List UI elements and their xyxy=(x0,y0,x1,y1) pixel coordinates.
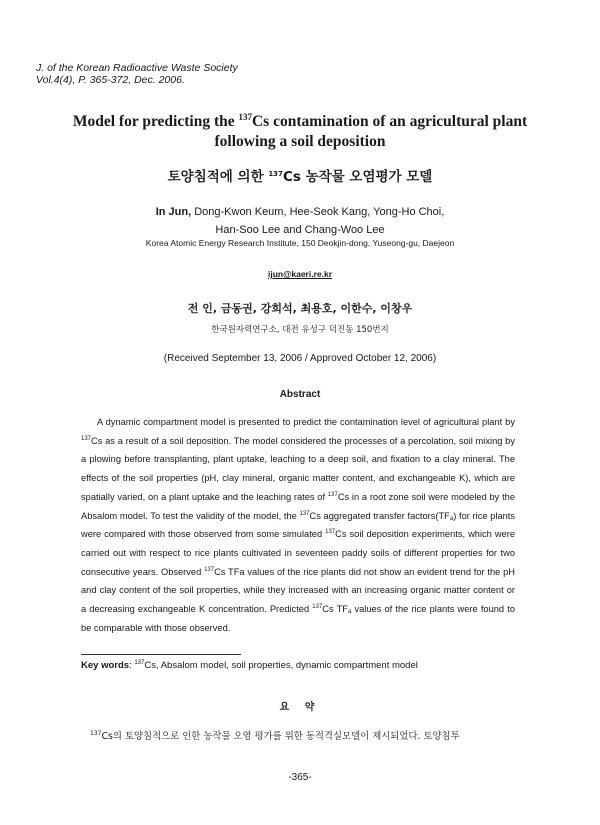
title-line2: following a soil deposition xyxy=(214,133,386,150)
co-authors-line2: Han-Soo Lee and Chang-Woo Lee xyxy=(215,224,385,236)
keywords-label: Key words xyxy=(81,660,130,671)
isotope-superscript: 137 xyxy=(90,730,102,737)
abstract-text: ) for rice plants were compared with those observed from some simulated xyxy=(81,510,516,540)
abstract-body xyxy=(81,413,515,637)
korean-title-suffix: Cs 농작물 오염평가 모델 xyxy=(282,169,433,185)
abstract-text: Cs aggregated transfer factors(TF xyxy=(309,510,450,521)
affiliation: Korea Atomic Energy Research Institute, 150 Deokjin-dong, Yuseong-gu, Daejeon xyxy=(145,238,455,248)
lead-author: In Jun, xyxy=(155,206,192,218)
abstract-text: Cs TFa values of the rice plants did not show an evident trend for the pH and clay content of the soil properties, while they increased with an increasing organic matter content or a decreasing exchangeable K concentration. Predicted xyxy=(81,566,516,615)
footnote-rule xyxy=(81,654,241,655)
korean-title-prefix: 토양침적에 의한 xyxy=(167,169,269,185)
korean-title xyxy=(60,165,540,185)
abstract-text: Cs soil deposition experiments, which were carried out with respect to rice plants cultivated in seventeen paddy soils of different properties for two consecutive years. Observed xyxy=(81,529,515,577)
abstract-text: Cs in a root zone soil were modeled by the Absalom model. To test the validity of the model, the xyxy=(81,491,515,521)
page-number: -365- xyxy=(288,772,312,783)
korean-affiliation: 한국원자력연구소, 대전 유성구 덕진동 150번지 xyxy=(211,325,389,335)
isotope-superscript: 137 xyxy=(325,529,336,536)
isotope-superscript: 137 xyxy=(299,510,310,517)
isotope-superscript: 137 xyxy=(134,660,145,666)
isotope-superscript: 137 xyxy=(312,604,323,611)
abstract-text: A dynamic compartment model is presented to predict the contamination level of agricultural plant by xyxy=(97,417,515,427)
email-link[interactable]: ijun@kaeri.re.kr xyxy=(267,269,333,279)
abstract-text: Cs as a result of a soil deposition. The model considered the processes of a percolation, soil mixing by a plowing before transplanting, plant uptake, leaching to a deep soil, and fixation to a clay mineral. The effects of the soil properties (pH, clay mineral, organic matter content, and exchangeable K), which are spatially varied, on a plant uptake and the leaching rates of xyxy=(81,435,515,502)
journal-volume: Vol.4(4), P. 365-372, Dec. 2006. xyxy=(36,74,185,86)
subscript-a: a xyxy=(348,609,352,616)
abstract-heading: Abstract xyxy=(279,389,321,400)
korean-abstract-text: Cs의 토양침적으로 인한 농작물 오염 평가를 위한 동적격실모델이 제시되었다. 토양침투 xyxy=(101,731,460,742)
korean-abstract-heading: 요 약 xyxy=(279,702,321,713)
korean-title-isotope-mass: 137 xyxy=(268,170,283,178)
abstract-text: values of the rice plants were found to be comparable with those observed. xyxy=(81,604,515,633)
isotope-superscript: 137 xyxy=(327,491,338,498)
journal-name: J. of the Korean Radioactive Waste Society xyxy=(36,62,238,74)
isotope-superscript: 137 xyxy=(81,435,92,442)
title-suffix: Cs contamination of an agricultural plant xyxy=(251,113,528,130)
paper-title xyxy=(60,112,540,152)
abstract-text: Cs TF xyxy=(322,604,348,615)
korean-abstract-body xyxy=(90,728,530,742)
subscript-a: a xyxy=(449,515,454,522)
title-prefix: Model for predicting the xyxy=(72,113,239,130)
abstract-paragraph xyxy=(81,413,515,637)
title-isotope-mass: 137 xyxy=(238,112,252,122)
keywords xyxy=(81,660,418,671)
co-authors: Dong-Kwon Keum, Hee-Seok Kang, Yong-Ho Choi, xyxy=(191,206,445,218)
keywords-text: Cs, Absalom model, soil properties, dynamic compartment model xyxy=(144,660,418,671)
author-list xyxy=(60,203,540,239)
isotope-superscript: 137 xyxy=(204,566,215,573)
korean-author-list: 전 인, 금동권, 강희석, 최용호, 이한수, 이창우 xyxy=(187,302,413,315)
received-dates: (Received September 13, 2006 / Approved October 12, 2006) xyxy=(163,353,437,364)
journal-citation xyxy=(36,62,238,86)
keywords-colon: : xyxy=(129,660,135,671)
